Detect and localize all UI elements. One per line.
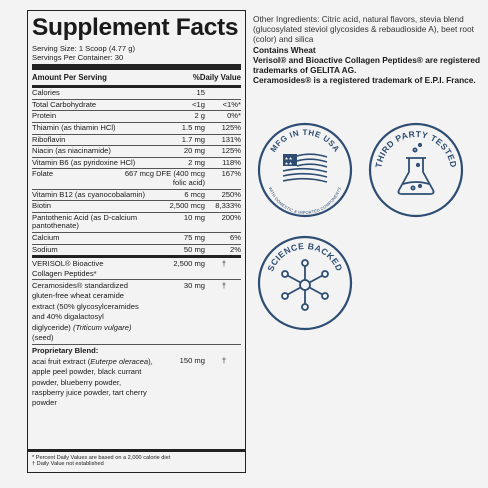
- blend-part2: ), apple peel powder, black currant powder, blueberry powder, raspberry juice powder, tart cherry powder: [32, 356, 153, 408]
- blend-latin: Euterpe oleracea: [90, 356, 149, 366]
- nutrient-dv: [207, 89, 241, 98]
- nutrient-name: Niacin (as niacinamide): [32, 146, 111, 156]
- ceramosides-name: Ceramosides® standardized gluten-free wheat ceramide extract (50% glycosylceramides and 40% digalactosyl diglyceride): [32, 280, 139, 332]
- supplement-facts-panel: [27, 10, 246, 473]
- nutrient-dv: 125%: [221, 146, 241, 156]
- nutrient-name: Protein: [32, 111, 57, 121]
- nutrient-name: Folate: [32, 169, 54, 179]
- verisol-amount: 2,500 mg: [173, 259, 205, 269]
- nutrient-dv: 118%: [222, 157, 241, 167]
- blend-text: [32, 346, 155, 408]
- nutrient-dv: 250%: [221, 189, 241, 199]
- nutrient-row: [32, 111, 241, 123]
- trademark-ceramosides: Ceramosides® is a registered trademark of E.P.I. France.: [253, 75, 476, 86]
- science-text: SCIENCE BACKED: [265, 240, 345, 273]
- contains-allergen: Contains Wheat: [253, 44, 316, 55]
- nutrient-name: Sodium: [32, 244, 58, 254]
- nutrient-row: [32, 158, 241, 170]
- blend-amount: 150 mg: [179, 356, 205, 366]
- nutrient-row: [32, 146, 241, 158]
- nutrient-dv: 131%: [221, 134, 241, 144]
- science-backed-badge: [255, 233, 355, 333]
- usa-bottom-text: WITH DOMESTIC & IMPORTED COMPONENTS: [267, 186, 343, 216]
- other-ingredients: Other Ingredients: Citric acid, natural flavors, stevia blend (glucosylated steviol glycosides & rebaudioside A), beet root (color) and silica: [253, 14, 474, 45]
- blend-dv: †: [221, 356, 227, 366]
- nutrient-dv: 0%*: [227, 111, 241, 121]
- nutrient-row: [32, 88, 241, 100]
- nutrient-row: [32, 245, 241, 259]
- svg-text:WITH DOMESTIC & IMPORTED COMPO: [268, 186, 342, 215]
- header-amount: Amount Per Serving: [32, 73, 107, 83]
- molecule-icon: [282, 260, 328, 310]
- ceramosides-row: [32, 280, 241, 345]
- footnote-not-established: † Daily Value not established: [32, 461, 104, 468]
- ingredients-info: [253, 14, 481, 85]
- nutrient-name: Pantothenic Acid (as D-calcium pantothenate): [32, 212, 138, 231]
- nutrient-amount: 2,500 mcg: [169, 201, 205, 211]
- flask-icon: [398, 144, 433, 194]
- nutrient-name: Thiamin (as thiamin HCl): [32, 122, 116, 132]
- nutrient-row: [32, 123, 241, 135]
- ceramosides-amount: 30 mg: [183, 280, 205, 290]
- serving-size: Serving Size: 1 Scoop (4.77 g): [32, 44, 135, 53]
- header-daily-value: %Daily Value: [192, 73, 241, 83]
- blend-part1: acai fruit extract (: [32, 356, 91, 366]
- third-party-text: THIRD PARTY TESTED: [373, 128, 459, 169]
- svg-text:★★: ★★: [284, 162, 293, 167]
- nutrient-amount: 1.5 mg: [181, 122, 205, 132]
- nutrient-row: [32, 233, 241, 245]
- flag-icon: [283, 154, 327, 182]
- nutrient-amount: 20 mg: [183, 146, 205, 156]
- verisol-name: VERISOL® Bioactive Collagen Peptides*: [32, 259, 104, 278]
- nutrient-dv: 200%: [221, 212, 241, 222]
- nutrient-row: [32, 135, 241, 147]
- servings-per-container: Servings Per Container: 30: [32, 52, 124, 62]
- nutrient-row: [32, 169, 241, 189]
- nutrient-amount: 75 mg: [183, 232, 205, 242]
- third-party-tested-badge: [366, 120, 466, 220]
- nutrient-amount: 6 mcg: [184, 189, 205, 199]
- nutrient-amount: 2 mg: [188, 157, 205, 167]
- ceramosides-text: [32, 281, 147, 343]
- nutrient-name: Biotin: [32, 201, 51, 211]
- nutrient-dv: 8,333%: [215, 201, 241, 211]
- ceramosides-suffix: (seed): [32, 332, 54, 342]
- blend-title: Proprietary Blend:: [32, 346, 99, 356]
- nutrient-amount: 1.7 mg: [181, 134, 205, 144]
- nutrient-name: Vitamin B12 (as cyanocobalamin): [32, 189, 145, 199]
- nutrient-row: [32, 213, 241, 233]
- panel-title: Supplement Facts: [32, 14, 239, 41]
- serving-info: [32, 45, 241, 62]
- nutrient-dv: 6%: [230, 232, 241, 242]
- footnotes: [32, 455, 170, 468]
- nutrient-row: [32, 100, 241, 112]
- trademark-verisol: Verisol® and Bioactive Collagen Peptides® are registered trademarks of GELITA AG.: [253, 54, 481, 76]
- footnote-daily-values: * Percent Daily Values are based on a 2,000 calorie diet: [32, 454, 171, 461]
- nutrient-row: [32, 190, 241, 202]
- nutrient-dv: 2%: [230, 244, 241, 254]
- verisol-dv: †: [221, 259, 227, 269]
- nutrient-name: Calories: [32, 88, 60, 98]
- blend-row: [32, 345, 241, 409]
- svg-text:★★: ★★: [284, 157, 293, 162]
- nutrient-amount: 667 mcg DFE (400 mcg folic acid): [124, 169, 205, 187]
- nutrient-amount: 10 mg: [183, 212, 205, 222]
- nutrient-dv: 125%: [221, 122, 241, 132]
- footer-divider: [28, 449, 245, 452]
- column-header: [32, 70, 241, 85]
- nutrient-name: Total Carbohydrate: [32, 99, 97, 109]
- nutrient-dv: 167%: [221, 169, 241, 179]
- nutrient-amount: 2 g: [194, 111, 205, 121]
- mfg-usa-badge: [255, 120, 355, 220]
- nutrient-amount: <1g: [192, 99, 205, 109]
- nutrient-name: Calcium: [32, 232, 60, 242]
- nutrient-rows: [32, 88, 241, 258]
- nutrient-dv: <1%*: [222, 99, 241, 109]
- nutrient-row: [32, 201, 241, 213]
- usa-top-text: MFG IN THE USA: [268, 127, 342, 154]
- nutrient-name: Riboflavin: [32, 134, 66, 144]
- nutrient-name: Vitamin B6 (as pyridoxine HCl): [32, 157, 136, 167]
- nutrient-amount: 50 mg: [183, 244, 205, 254]
- ceramosides-dv: †: [221, 280, 227, 290]
- verisol-row: [32, 258, 241, 280]
- nutrient-amount: 15: [196, 88, 205, 98]
- ceramosides-latin: (Triticum vulgare): [72, 322, 132, 332]
